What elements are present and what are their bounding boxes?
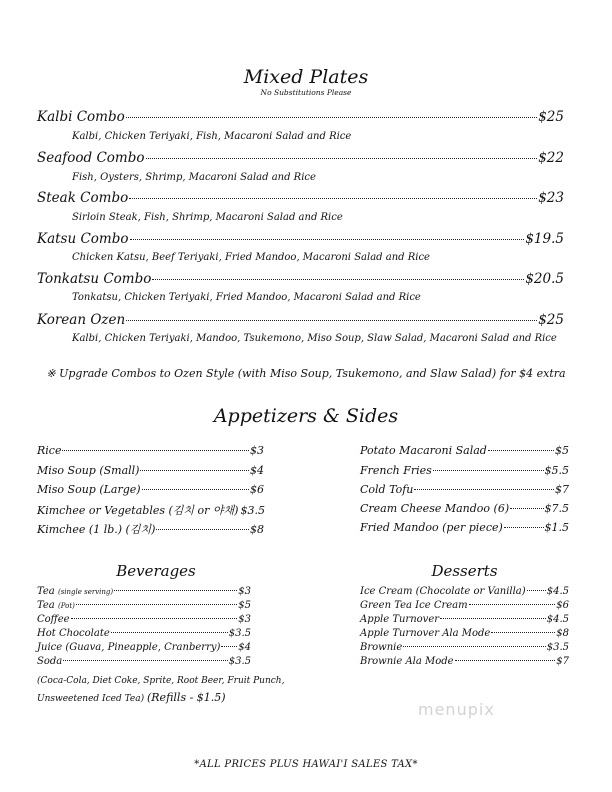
menu-item — [37, 600, 251, 611]
menu-item — [360, 483, 569, 496]
menu-item — [360, 614, 569, 625]
menu-item — [37, 464, 264, 477]
menu-item — [37, 190, 564, 206]
item-name: Seafood Combo — [37, 150, 145, 166]
item-description: Tonkatsu, Chicken Teriyaki, Fried Mandoo, Macaroni Salad and Rice — [72, 292, 421, 303]
item-price: $6 — [556, 600, 569, 611]
item-price: $7 — [555, 483, 569, 496]
item-price: $1.5 — [544, 521, 569, 534]
item-price: $25 — [538, 312, 564, 328]
item-description: Sirloin Steak, Fish, Shrimp, Macaroni Salad and Rice — [72, 212, 343, 223]
item-name: Steak Combo — [37, 190, 129, 206]
item-price: $8 — [250, 523, 264, 536]
item-description: Chicken Katsu, Beef Teriyaki, Fried Mandoo, Macaroni Salad and Rice — [72, 252, 430, 263]
menu-item — [37, 109, 564, 125]
item-price: $3.5 — [546, 642, 569, 653]
soda-note: (Coca-Cola, Diet Coke, Sprite, Root Beer, Fruit Punch, — [37, 676, 285, 686]
menu-item — [360, 586, 569, 597]
item-price: $22 — [538, 150, 564, 166]
item-name: Cold Tofu — [360, 483, 414, 496]
item-name: Miso Soup (Small) — [37, 464, 140, 477]
menu-item — [37, 312, 564, 328]
menu-item — [37, 502, 264, 518]
menu-item — [37, 483, 264, 496]
item-price: $3.5 — [228, 656, 251, 667]
item-price: $3.5 — [240, 504, 265, 517]
item-price: $4 — [238, 642, 251, 653]
item-name: Kalbi Combo — [37, 109, 125, 125]
item-name: Tonkatsu Combo — [37, 271, 152, 287]
menu-item — [37, 642, 251, 653]
item-name: Miso Soup (Large) — [37, 483, 141, 496]
item-price: $5 — [238, 600, 251, 611]
item-name: Brownie — [360, 642, 403, 653]
appetizers-title: Appetizers & Sides — [213, 405, 399, 427]
item-name: Coffee — [37, 614, 70, 625]
mixed-plates-title: Mixed Plates — [243, 66, 369, 88]
item-qualifier: (single serving) — [57, 588, 114, 596]
item-price: $20.5 — [525, 271, 564, 287]
item-description: Fish, Oysters, Shrimp, Macaroni Salad and Rice — [72, 172, 316, 183]
menupix-watermark: menupix — [418, 700, 495, 719]
menu-item — [360, 628, 569, 639]
item-price: $5 — [555, 444, 569, 457]
item-price: $4 — [250, 464, 264, 477]
menu-item — [37, 628, 251, 639]
menu-item — [360, 502, 569, 515]
item-name: French Fries — [360, 464, 432, 477]
menu-item — [37, 444, 264, 457]
item-price: $19.5 — [525, 231, 564, 247]
item-name: Potato Macaroni Salad — [360, 444, 487, 457]
menu-item — [37, 586, 251, 597]
item-price: $7 — [556, 656, 569, 667]
item-name: Juice (Guava, Pineapple, Cranberry) — [37, 642, 221, 653]
item-description: Kalbi, Chicken Teriyaki, Mandoo, Tsukemono, Miso Soup, Slaw Salad, Macaroni Salad and Rice — [72, 333, 557, 344]
menu-item — [37, 614, 251, 625]
menu-item — [37, 150, 564, 166]
item-price: $23 — [538, 190, 564, 206]
item-name: Rice — [37, 444, 62, 457]
item-price: $8 — [556, 628, 569, 639]
menu-item — [360, 642, 569, 653]
item-name: Hot Chocolate — [37, 628, 110, 639]
item-name: Kimchee (1 lb.) (김치) — [37, 523, 156, 536]
mixed-plates-subtitle: No Substitutions Please — [260, 88, 352, 97]
item-price: $4.5 — [546, 614, 569, 625]
item-name: Ice Cream (Chocolate or Vanilla) — [360, 586, 526, 597]
item-price: $25 — [538, 109, 564, 125]
item-name: Green Tea Ice Cream — [360, 600, 468, 611]
item-name: Korean Ozen — [37, 312, 126, 328]
menu-item — [37, 521, 264, 537]
item-name: Kimchee or Vegetables (김치 or 야채) — [37, 504, 239, 517]
item-description: Kalbi, Chicken Teriyaki, Fish, Macaroni Salad and Rice — [72, 131, 352, 142]
refills-note: (Refills - $1.5) — [146, 691, 226, 704]
item-price: $5.5 — [544, 464, 569, 477]
beverages-title: Beverages — [116, 562, 196, 580]
menu-item — [360, 600, 569, 611]
item-price: $4.5 — [546, 586, 569, 597]
desserts-title: Desserts — [431, 562, 498, 580]
item-name: Apple Turnover Ala Mode — [360, 628, 491, 639]
item-price: $3 — [238, 586, 251, 597]
soda-note-line2: Unsweetened Iced Tea) (Refills - $1.5) — [37, 691, 226, 704]
menu-item — [360, 444, 569, 457]
item-price: $7.5 — [544, 502, 569, 515]
item-name: Tea (single serving) — [37, 586, 114, 597]
menu-item — [37, 231, 564, 247]
item-name: Fried Mandoo (per piece) — [360, 521, 503, 534]
menu-item — [360, 464, 569, 477]
item-name: Cream Cheese Mandoo (6) — [360, 502, 510, 515]
item-qualifier: (Pot) — [57, 602, 75, 610]
item-name: Soda — [37, 656, 63, 667]
item-name: Brownie Ala Mode — [360, 656, 454, 667]
tax-footer: *ALL PRICES PLUS HAWAI'I SALES TAX* — [194, 759, 418, 770]
item-price: $3 — [238, 614, 251, 625]
item-price: $6 — [250, 483, 264, 496]
menu-item — [37, 656, 251, 667]
item-price: $3 — [250, 444, 264, 457]
upgrade-note: ※ Upgrade Combos to Ozen Style (with Miso Soup, Tsukemono, and Slaw Salad) for $4 extra — [46, 367, 566, 380]
menu-item — [360, 656, 569, 667]
item-price: $3.5 — [228, 628, 251, 639]
item-name: Katsu Combo — [37, 231, 129, 247]
menu-item — [360, 521, 569, 534]
menu-item — [37, 271, 564, 287]
item-name: Tea (Pot) — [37, 600, 75, 611]
item-name: Apple Turnover — [360, 614, 440, 625]
